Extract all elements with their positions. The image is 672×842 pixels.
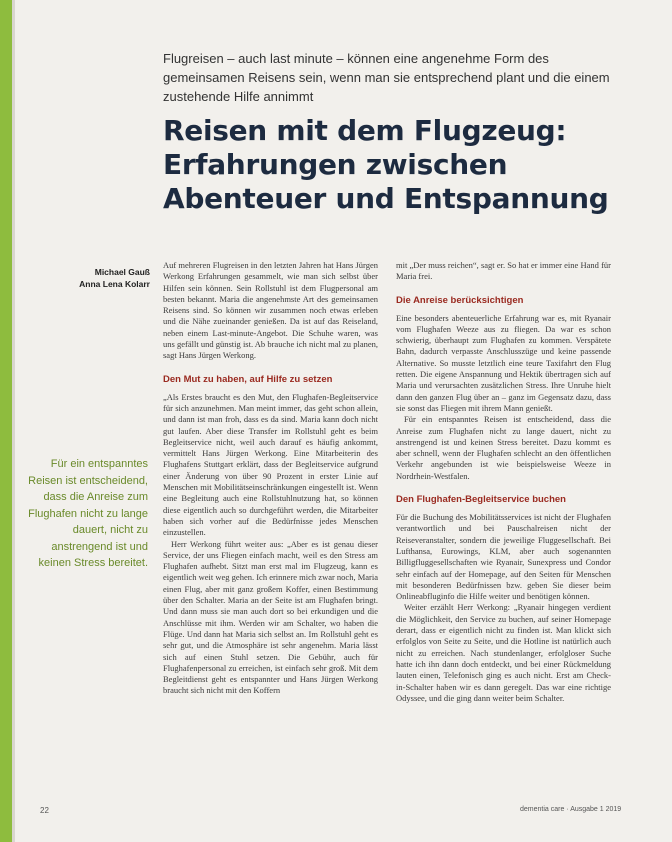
pull-quote: Für ein entspanntes Reisen ist entscheidend, dass die Anreise zum Flughafen nicht zu lange dauert, nicht zu anstrengend ist und keinen Stress bereitet. <box>28 458 148 569</box>
paragraph: Weiter erzählt Herr Werkong: „Ryanair hingegen verdient die Möglichkeit, den Service zu buchen, auf seiner Homepage derart, dass er eigentlich nicht zu finden ist. Man klickt sich erfolglos von Seite zu Seite, und die Hotline ist natürlich auch nicht zu erreichen. Nach stundenlanger, erfolgloser Suche hatte ich ihn dann doch entdeckt, und bei einer Rückmeldung lauten einen, Telefonisch ging es auch nicht. Erst am Check-in-Schalter haben wir es dann geregelt. Das war eine richtige Odyssee, und die ging dann weiter beim Schalter. <box>396 602 611 703</box>
section-heading: Den Flughafen-Begleitservice buchen <box>396 494 566 506</box>
text-column-2 <box>396 260 611 704</box>
paragraph: Auf mehreren Flugreisen in den letzten Jahren hat Hans Jürgen Werkong Erfahrungen gesammelt, wie man sich selbst über Hilfen sein können. Sein Rollstuhl ist dem Flugpersonal am besten bekannt. Maria die angenehmste Art des gemeinsamen Reisens sind. So können wir zusammen noch etwas erleben und die Nähe zueinander genießen. Da ist auf das Reiseland, neben einem Last-minute-Angebot. Die Schuhe waren, was uns gefällt und günstig ist. Ab brauche ich nicht mal zu planen, sagt Hans Jürgen Werkong. <box>163 260 378 361</box>
headline-line-1: Reisen mit dem Flugzeug: <box>163 114 567 147</box>
headline-line-2: Erfahrungen zwischen <box>163 148 508 181</box>
headline-line-3: Abenteuer und Entspannung <box>163 182 609 215</box>
section-heading: Die Anreise berücksichtigen <box>396 294 524 306</box>
author-name: Anna Lena Kolarr <box>79 279 150 289</box>
article-lede: Flugreisen – auch last minute – können eine angenehme Form des gemeinsamen Reisens sein, wenn man sie entsprechend plant und die einem zustehende Hilfe annimmt <box>163 51 610 104</box>
magazine-footer: dementia care · Ausgabe 1 2019 <box>520 806 622 813</box>
green-margin-strip <box>0 0 12 842</box>
section-heading: Den Mut zu haben, auf Hilfe zu setzen <box>163 373 333 385</box>
text-column-1 <box>163 260 378 697</box>
paragraph: Herr Werkong führt weiter aus: „Aber es ist genau dieser Service, der uns Fliegen einfach macht, weil es den Stress am Flughafen aufhebt. Sitzt man erst mal im Flugzeug, kann es eigentlich weit weg gehen. Ich erinnere mich zwar noch, Maria einen Flug, aber mit ganz großem Koffer, einen Bestimmung über den Schalter. Maria an der Seite ist am Flughafen bringt. Und dann muss sie man auch dort so bei erkundigen und die Anschlüsse mit ihm. Werden wir am Schalter, wo haben die Flüge. Und dann hat Maria sich selbst an. Im Rollstuhl geht es sehr gut, und die Atmosphäre ist sehr angenehm. Maria lässt sich auf einen Stuhl setzen. Die Gebühr, auch für Flughafenpersonal zu erreichen, ist einfach sehr groß. Mit dem Begleitdienst geht es entspannter und Hans Jürgen Werkong braucht sich nicht mit den Koffern <box>163 538 379 696</box>
page-number: 22 <box>40 806 49 815</box>
article-authors <box>40 266 150 290</box>
page-spine <box>12 0 15 842</box>
paragraph: Eine besonders abenteuerliche Erfahrung war es, mit Ryanair vom Flughafen Weeze aus zu fliegen. Da war es schon schwierig, überhaupt zum Flughafen zu kommen. Verspätete Bahn, dadurch verpasste Anschlusszüge und keine passende Alternative. So musste letztlich eine teure Taxifahrt den Flug retten. Die eigene Anspannung und Hektik übertragen sich auf Maria und verursachten zusätzlichen Stress. Ihre Unruhe hielt dann den ganzen Flug über an – ganz im Gegensatz dazu, dass sie sonst das Fliegen mit ihrem Mann genießt. <box>396 312 611 413</box>
author-name: Michael Gauß <box>94 267 150 277</box>
paragraph: Für die Buchung des Mobilitätsservices ist nicht der Flughafen verantwortlich und bei Pauschalreisen nicht der Reiseveranstalter, sondern die jeweilige Fluggesellschaft. Bei Lufthansa, Eurowings, KLM, aber auch sogenannten Billigfluggesellschaften wie Ryanair, Sunexpress und Condor sehr einfach auf der Homepage, auf den Seiten für Menschen mit besonderen Bedürfnissen bzw. geben Sie dieser beim Onlineabfluginfo die Hilfe weiter und benötigen können. <box>396 512 611 602</box>
paragraph: Für ein entspanntes Reisen ist entscheidend, dass die Anreise zum Flughafen nicht zu lange dauert, nicht zu anstrengend ist und keinen Stress bereitet. Dazu kommt es aber schnell, wenn der Flughafen schlecht an den öffentlichen Verkehr angebunden ist wie beispielsweise Weeze in Nordrhein-Westfalen. <box>396 414 611 481</box>
paragraph: „Als Erstes braucht es den Mut, den Flughafen-Begleitservice für sich anzunehmen. Man meint immer, das geht schon allein, und dann ist man froh, dass es da sind. Maria kann doch nicht gut laufen. Aber diese Transfer im Rollstuhl geht es beim Begleitservice nicht, weil auch darauf es häufig ankommt, vermittelt Hans Jürgen Werkong. Eine Mitarbeiterin des Flughafens Stuttgart erklärt, dass der Begleitservice aufgrund einer Änderung von über 90 Prozent in erster Linie auf Menschen mit Mobilitätseinschränkungen eingestellt ist. Wenn eine Begleitung auch eine Rollstuhlnutzung hat, so können diese eigentlich auch so durchgeführt werden, die Mitarbeiter haben sich vorher auf die Bedürfnisse jedes Menschen einzustellen. <box>163 391 378 538</box>
paragraph: mit „Der muss reichen“, sagt er. So hat er immer eine Hand für Maria frei. <box>396 260 611 282</box>
article-headline <box>163 114 643 216</box>
